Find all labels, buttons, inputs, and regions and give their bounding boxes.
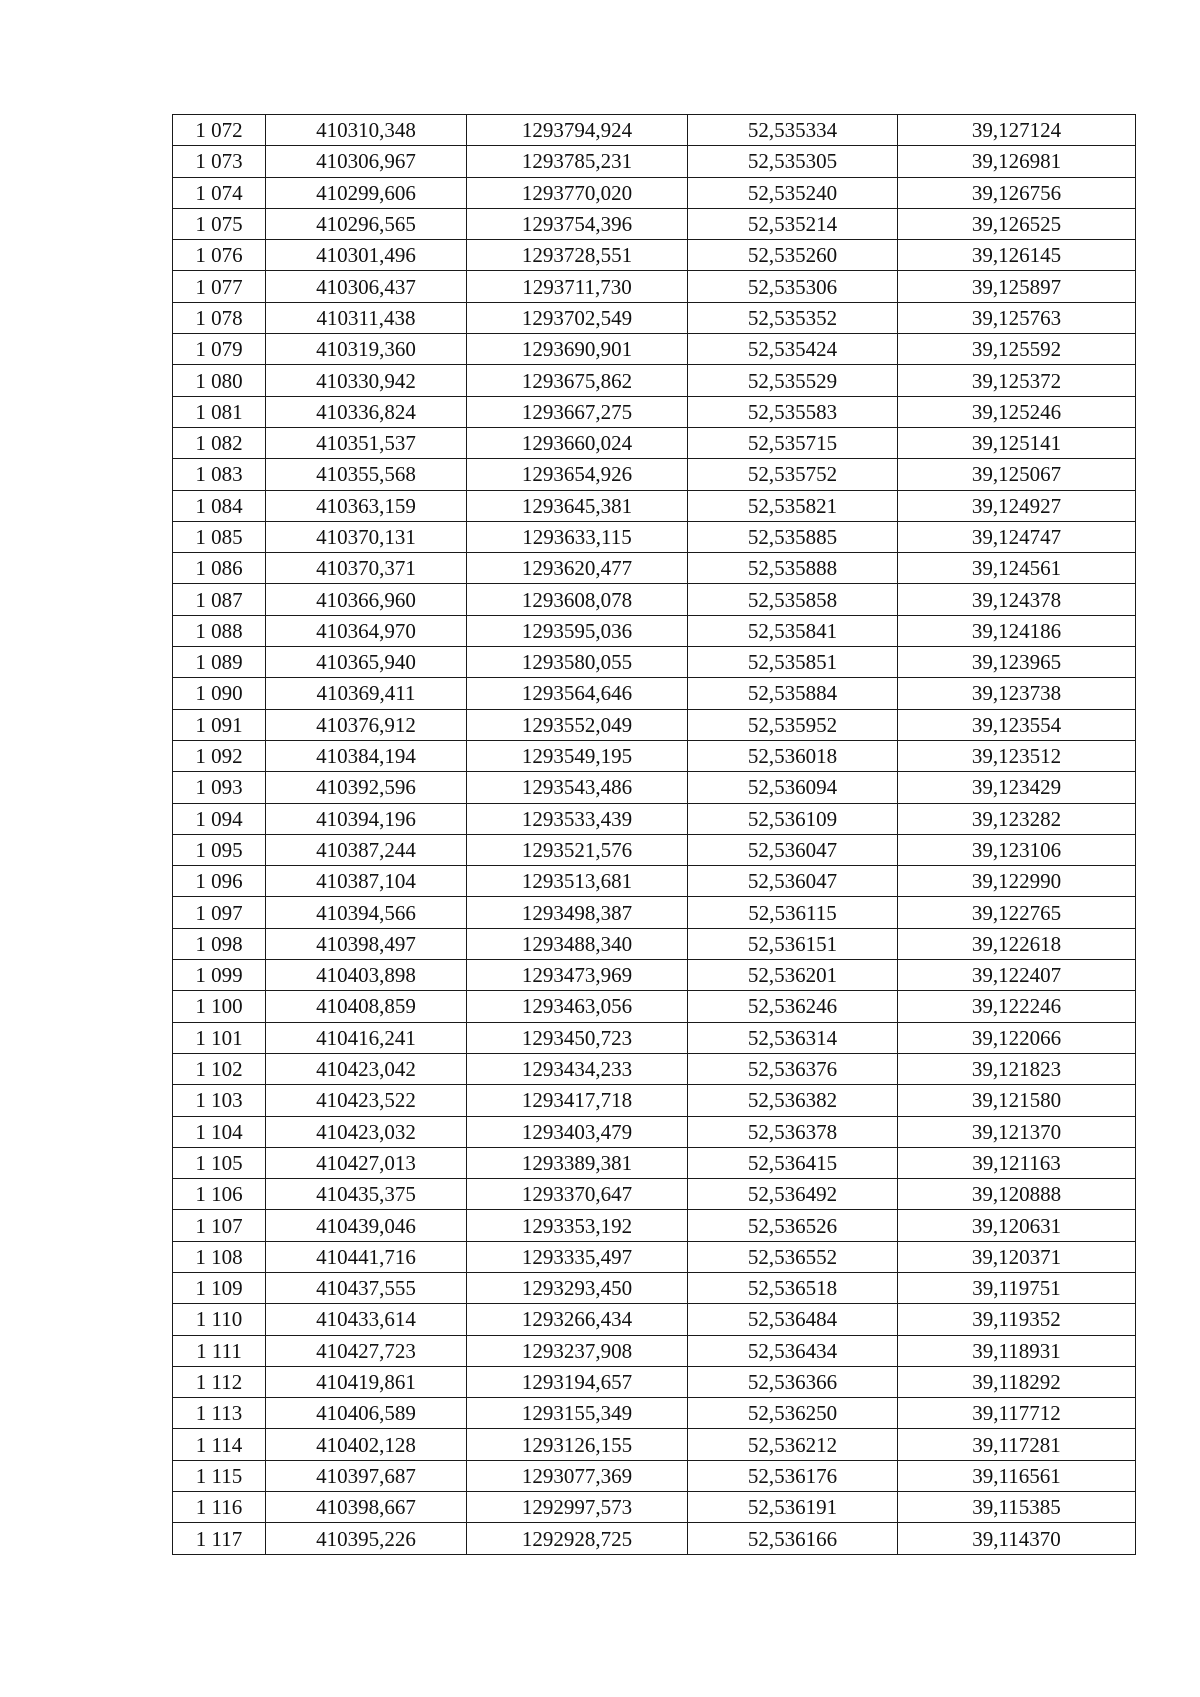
point-number-cell: 1 112 (173, 1366, 266, 1397)
point-number-cell: 1 073 (173, 146, 266, 177)
table-row (173, 960, 1136, 991)
table-row (173, 584, 1136, 615)
y-coordinate-cell: 1293754,396 (467, 208, 688, 239)
y-coordinate-cell: 1293702,549 (467, 302, 688, 333)
table-row (173, 1366, 1136, 1397)
longitude-cell: 39,121580 (898, 1085, 1136, 1116)
point-number-cell: 1 084 (173, 490, 266, 521)
y-coordinate-cell: 1293794,924 (467, 115, 688, 146)
y-coordinate-cell: 1293543,486 (467, 772, 688, 803)
x-coordinate-cell: 410336,824 (266, 396, 467, 427)
x-coordinate-cell: 410363,159 (266, 490, 467, 521)
longitude-cell: 39,124927 (898, 490, 1136, 521)
y-coordinate-cell: 1293521,576 (467, 834, 688, 865)
y-coordinate-cell: 1293077,369 (467, 1460, 688, 1491)
latitude-cell: 52,536366 (688, 1366, 898, 1397)
longitude-cell: 39,121370 (898, 1116, 1136, 1147)
point-number-cell: 1 079 (173, 334, 266, 365)
point-number-cell: 1 097 (173, 897, 266, 928)
point-number-cell: 1 081 (173, 396, 266, 427)
y-coordinate-cell: 1293488,340 (467, 928, 688, 959)
latitude-cell: 52,536115 (688, 897, 898, 928)
longitude-cell: 39,123554 (898, 709, 1136, 740)
table-row (173, 521, 1136, 552)
x-coordinate-cell: 410370,371 (266, 553, 467, 584)
table-row (173, 1429, 1136, 1460)
x-coordinate-cell: 410427,013 (266, 1147, 467, 1178)
latitude-cell: 52,536250 (688, 1398, 898, 1429)
table-row (173, 647, 1136, 678)
point-number-cell: 1 082 (173, 427, 266, 458)
longitude-cell: 39,121163 (898, 1147, 1136, 1178)
latitude-cell: 52,535821 (688, 490, 898, 521)
point-number-cell: 1 108 (173, 1241, 266, 1272)
table-row (173, 709, 1136, 740)
longitude-cell: 39,122246 (898, 991, 1136, 1022)
longitude-cell: 39,125592 (898, 334, 1136, 365)
table-row (173, 1492, 1136, 1523)
y-coordinate-cell: 1293660,024 (467, 427, 688, 458)
longitude-cell: 39,123512 (898, 740, 1136, 771)
y-coordinate-cell: 1293690,901 (467, 334, 688, 365)
table-row (173, 177, 1136, 208)
latitude-cell: 52,535841 (688, 615, 898, 646)
x-coordinate-cell: 410330,942 (266, 365, 467, 396)
y-coordinate-cell: 1293194,657 (467, 1366, 688, 1397)
point-number-cell: 1 105 (173, 1147, 266, 1178)
y-coordinate-cell: 1293370,647 (467, 1179, 688, 1210)
latitude-cell: 52,536526 (688, 1210, 898, 1241)
longitude-cell: 39,123282 (898, 803, 1136, 834)
latitude-cell: 52,535885 (688, 521, 898, 552)
y-coordinate-cell: 1293711,730 (467, 271, 688, 302)
x-coordinate-cell: 410397,687 (266, 1460, 467, 1491)
table-row (173, 115, 1136, 146)
latitude-cell: 52,536109 (688, 803, 898, 834)
point-number-cell: 1 104 (173, 1116, 266, 1147)
table-row (173, 615, 1136, 646)
point-number-cell: 1 094 (173, 803, 266, 834)
point-number-cell: 1 083 (173, 459, 266, 490)
y-coordinate-cell: 1293266,434 (467, 1304, 688, 1335)
y-coordinate-cell: 1293450,723 (467, 1022, 688, 1053)
point-number-cell: 1 099 (173, 960, 266, 991)
table-row (173, 991, 1136, 1022)
point-number-cell: 1 109 (173, 1272, 266, 1303)
longitude-cell: 39,115385 (898, 1492, 1136, 1523)
latitude-cell: 52,536047 (688, 834, 898, 865)
table-row (173, 334, 1136, 365)
table-row (173, 1523, 1136, 1554)
latitude-cell: 52,535884 (688, 678, 898, 709)
table-row (173, 1022, 1136, 1053)
latitude-cell: 52,535858 (688, 584, 898, 615)
x-coordinate-cell: 410311,438 (266, 302, 467, 333)
longitude-cell: 39,122990 (898, 866, 1136, 897)
latitude-cell: 52,536492 (688, 1179, 898, 1210)
point-number-cell: 1 116 (173, 1492, 266, 1523)
coordinates-table (172, 114, 1136, 1555)
point-number-cell: 1 089 (173, 647, 266, 678)
x-coordinate-cell: 410416,241 (266, 1022, 467, 1053)
y-coordinate-cell: 1293580,055 (467, 647, 688, 678)
y-coordinate-cell: 1293155,349 (467, 1398, 688, 1429)
x-coordinate-cell: 410296,565 (266, 208, 467, 239)
y-coordinate-cell: 1293389,381 (467, 1147, 688, 1178)
latitude-cell: 52,536518 (688, 1272, 898, 1303)
table-row (173, 803, 1136, 834)
table-row (173, 866, 1136, 897)
latitude-cell: 52,536484 (688, 1304, 898, 1335)
point-number-cell: 1 110 (173, 1304, 266, 1335)
point-number-cell: 1 098 (173, 928, 266, 959)
latitude-cell: 52,536415 (688, 1147, 898, 1178)
longitude-cell: 39,118931 (898, 1335, 1136, 1366)
x-coordinate-cell: 410423,522 (266, 1085, 467, 1116)
latitude-cell: 52,535305 (688, 146, 898, 177)
x-coordinate-cell: 410310,348 (266, 115, 467, 146)
x-coordinate-cell: 410423,042 (266, 1053, 467, 1084)
x-coordinate-cell: 410437,555 (266, 1272, 467, 1303)
x-coordinate-cell: 410301,496 (266, 240, 467, 271)
longitude-cell: 39,116561 (898, 1460, 1136, 1491)
table-row (173, 740, 1136, 771)
point-number-cell: 1 095 (173, 834, 266, 865)
longitude-cell: 39,125372 (898, 365, 1136, 396)
table-row (173, 1304, 1136, 1335)
latitude-cell: 52,535888 (688, 553, 898, 584)
latitude-cell: 52,536382 (688, 1085, 898, 1116)
point-number-cell: 1 078 (173, 302, 266, 333)
point-number-cell: 1 093 (173, 772, 266, 803)
longitude-cell: 39,124747 (898, 521, 1136, 552)
y-coordinate-cell: 1293564,646 (467, 678, 688, 709)
point-number-cell: 1 100 (173, 991, 266, 1022)
latitude-cell: 52,536176 (688, 1460, 898, 1491)
y-coordinate-cell: 1293237,908 (467, 1335, 688, 1366)
y-coordinate-cell: 1293498,387 (467, 897, 688, 928)
latitude-cell: 52,535352 (688, 302, 898, 333)
longitude-cell: 39,127124 (898, 115, 1136, 146)
latitude-cell: 52,536018 (688, 740, 898, 771)
longitude-cell: 39,125141 (898, 427, 1136, 458)
x-coordinate-cell: 410419,861 (266, 1366, 467, 1397)
latitude-cell: 52,536552 (688, 1241, 898, 1272)
latitude-cell: 52,536094 (688, 772, 898, 803)
point-number-cell: 1 101 (173, 1022, 266, 1053)
longitude-cell: 39,123429 (898, 772, 1136, 803)
x-coordinate-cell: 410398,497 (266, 928, 467, 959)
longitude-cell: 39,125246 (898, 396, 1136, 427)
longitude-cell: 39,125897 (898, 271, 1136, 302)
table-row (173, 459, 1136, 490)
point-number-cell: 1 096 (173, 866, 266, 897)
longitude-cell: 39,122765 (898, 897, 1136, 928)
latitude-cell: 52,535214 (688, 208, 898, 239)
latitude-cell: 52,536314 (688, 1022, 898, 1053)
y-coordinate-cell: 1293513,681 (467, 866, 688, 897)
latitude-cell: 52,535260 (688, 240, 898, 271)
table-row (173, 365, 1136, 396)
y-coordinate-cell: 1293335,497 (467, 1241, 688, 1272)
latitude-cell: 52,535752 (688, 459, 898, 490)
point-number-cell: 1 090 (173, 678, 266, 709)
table-row (173, 396, 1136, 427)
table-row (173, 1210, 1136, 1241)
longitude-cell: 39,123106 (898, 834, 1136, 865)
x-coordinate-cell: 410355,568 (266, 459, 467, 490)
table-row (173, 678, 1136, 709)
point-number-cell: 1 111 (173, 1335, 266, 1366)
longitude-cell: 39,121823 (898, 1053, 1136, 1084)
point-number-cell: 1 088 (173, 615, 266, 646)
table-row (173, 302, 1136, 333)
y-coordinate-cell: 1293552,049 (467, 709, 688, 740)
longitude-cell: 39,120631 (898, 1210, 1136, 1241)
x-coordinate-cell: 410398,667 (266, 1492, 467, 1523)
y-coordinate-cell: 1293293,450 (467, 1272, 688, 1303)
latitude-cell: 52,535851 (688, 647, 898, 678)
x-coordinate-cell: 410366,960 (266, 584, 467, 615)
latitude-cell: 52,536378 (688, 1116, 898, 1147)
table-row (173, 1147, 1136, 1178)
y-coordinate-cell: 1293533,439 (467, 803, 688, 834)
point-number-cell: 1 103 (173, 1085, 266, 1116)
y-coordinate-cell: 1293463,056 (467, 991, 688, 1022)
table-row (173, 928, 1136, 959)
longitude-cell: 39,124561 (898, 553, 1136, 584)
longitude-cell: 39,117712 (898, 1398, 1136, 1429)
y-coordinate-cell: 1292928,725 (467, 1523, 688, 1554)
y-coordinate-cell: 1293633,115 (467, 521, 688, 552)
table-row (173, 553, 1136, 584)
longitude-cell: 39,119751 (898, 1272, 1136, 1303)
table-row (173, 1241, 1136, 1272)
table-row (173, 490, 1136, 521)
longitude-cell: 39,125763 (898, 302, 1136, 333)
x-coordinate-cell: 410403,898 (266, 960, 467, 991)
y-coordinate-cell: 1293403,479 (467, 1116, 688, 1147)
table-row (173, 240, 1136, 271)
coordinates-table-body (173, 115, 1136, 1555)
latitude-cell: 52,535424 (688, 334, 898, 365)
point-number-cell: 1 115 (173, 1460, 266, 1491)
latitude-cell: 52,536047 (688, 866, 898, 897)
y-coordinate-cell: 1293549,195 (467, 740, 688, 771)
latitude-cell: 52,536201 (688, 960, 898, 991)
longitude-cell: 39,114370 (898, 1523, 1136, 1554)
y-coordinate-cell: 1293608,078 (467, 584, 688, 615)
table-row (173, 146, 1136, 177)
longitude-cell: 39,117281 (898, 1429, 1136, 1460)
table-row (173, 271, 1136, 302)
point-number-cell: 1 106 (173, 1179, 266, 1210)
x-coordinate-cell: 410427,723 (266, 1335, 467, 1366)
point-number-cell: 1 075 (173, 208, 266, 239)
longitude-cell: 39,119352 (898, 1304, 1136, 1335)
x-coordinate-cell: 410351,537 (266, 427, 467, 458)
x-coordinate-cell: 410392,596 (266, 772, 467, 803)
x-coordinate-cell: 410423,032 (266, 1116, 467, 1147)
longitude-cell: 39,126525 (898, 208, 1136, 239)
y-coordinate-cell: 1293595,036 (467, 615, 688, 646)
x-coordinate-cell: 410370,131 (266, 521, 467, 552)
point-number-cell: 1 102 (173, 1053, 266, 1084)
latitude-cell: 52,535952 (688, 709, 898, 740)
point-number-cell: 1 085 (173, 521, 266, 552)
longitude-cell: 39,123738 (898, 678, 1136, 709)
longitude-cell: 39,122407 (898, 960, 1136, 991)
y-coordinate-cell: 1293654,926 (467, 459, 688, 490)
table-row (173, 1085, 1136, 1116)
table-row (173, 897, 1136, 928)
x-coordinate-cell: 410306,437 (266, 271, 467, 302)
table-row (173, 1116, 1136, 1147)
x-coordinate-cell: 410394,196 (266, 803, 467, 834)
point-number-cell: 1 074 (173, 177, 266, 208)
latitude-cell: 52,536151 (688, 928, 898, 959)
longitude-cell: 39,122066 (898, 1022, 1136, 1053)
latitude-cell: 52,536434 (688, 1335, 898, 1366)
longitude-cell: 39,122618 (898, 928, 1136, 959)
x-coordinate-cell: 410394,566 (266, 897, 467, 928)
point-number-cell: 1 077 (173, 271, 266, 302)
x-coordinate-cell: 410441,716 (266, 1241, 467, 1272)
point-number-cell: 1 092 (173, 740, 266, 771)
latitude-cell: 52,536212 (688, 1429, 898, 1460)
longitude-cell: 39,126981 (898, 146, 1136, 177)
latitude-cell: 52,535306 (688, 271, 898, 302)
latitude-cell: 52,535240 (688, 177, 898, 208)
point-number-cell: 1 091 (173, 709, 266, 740)
y-coordinate-cell: 1293770,020 (467, 177, 688, 208)
y-coordinate-cell: 1293473,969 (467, 960, 688, 991)
x-coordinate-cell: 410406,589 (266, 1398, 467, 1429)
latitude-cell: 52,535583 (688, 396, 898, 427)
x-coordinate-cell: 410299,606 (266, 177, 467, 208)
x-coordinate-cell: 410319,360 (266, 334, 467, 365)
longitude-cell: 39,120888 (898, 1179, 1136, 1210)
x-coordinate-cell: 410395,226 (266, 1523, 467, 1554)
latitude-cell: 52,536166 (688, 1523, 898, 1554)
table-row (173, 1272, 1136, 1303)
point-number-cell: 1 072 (173, 115, 266, 146)
y-coordinate-cell: 1293353,192 (467, 1210, 688, 1241)
longitude-cell: 39,125067 (898, 459, 1136, 490)
x-coordinate-cell: 410402,128 (266, 1429, 467, 1460)
x-coordinate-cell: 410387,104 (266, 866, 467, 897)
table-row (173, 772, 1136, 803)
latitude-cell: 52,536376 (688, 1053, 898, 1084)
point-number-cell: 1 113 (173, 1398, 266, 1429)
table-row (173, 1053, 1136, 1084)
longitude-cell: 39,118292 (898, 1366, 1136, 1397)
y-coordinate-cell: 1293728,551 (467, 240, 688, 271)
table-row (173, 834, 1136, 865)
x-coordinate-cell: 410369,411 (266, 678, 467, 709)
point-number-cell: 1 080 (173, 365, 266, 396)
y-coordinate-cell: 1293417,718 (467, 1085, 688, 1116)
y-coordinate-cell: 1293785,231 (467, 146, 688, 177)
y-coordinate-cell: 1293675,862 (467, 365, 688, 396)
y-coordinate-cell: 1293620,477 (467, 553, 688, 584)
longitude-cell: 39,124186 (898, 615, 1136, 646)
table-row (173, 1335, 1136, 1366)
x-coordinate-cell: 410365,940 (266, 647, 467, 678)
point-number-cell: 1 076 (173, 240, 266, 271)
x-coordinate-cell: 410387,244 (266, 834, 467, 865)
longitude-cell: 39,124378 (898, 584, 1136, 615)
latitude-cell: 52,535334 (688, 115, 898, 146)
y-coordinate-cell: 1292997,573 (467, 1492, 688, 1523)
longitude-cell: 39,126756 (898, 177, 1136, 208)
longitude-cell: 39,120371 (898, 1241, 1136, 1272)
point-number-cell: 1 117 (173, 1523, 266, 1554)
point-number-cell: 1 087 (173, 584, 266, 615)
latitude-cell: 52,535715 (688, 427, 898, 458)
x-coordinate-cell: 410435,375 (266, 1179, 467, 1210)
table-row (173, 1460, 1136, 1491)
x-coordinate-cell: 410376,912 (266, 709, 467, 740)
x-coordinate-cell: 410433,614 (266, 1304, 467, 1335)
x-coordinate-cell: 410384,194 (266, 740, 467, 771)
table-row (173, 1179, 1136, 1210)
longitude-cell: 39,123965 (898, 647, 1136, 678)
point-number-cell: 1 114 (173, 1429, 266, 1460)
table-row (173, 208, 1136, 239)
table-row (173, 427, 1136, 458)
y-coordinate-cell: 1293434,233 (467, 1053, 688, 1084)
x-coordinate-cell: 410439,046 (266, 1210, 467, 1241)
x-coordinate-cell: 410408,859 (266, 991, 467, 1022)
x-coordinate-cell: 410306,967 (266, 146, 467, 177)
point-number-cell: 1 086 (173, 553, 266, 584)
latitude-cell: 52,535529 (688, 365, 898, 396)
latitude-cell: 52,536246 (688, 991, 898, 1022)
y-coordinate-cell: 1293667,275 (467, 396, 688, 427)
latitude-cell: 52,536191 (688, 1492, 898, 1523)
y-coordinate-cell: 1293126,155 (467, 1429, 688, 1460)
point-number-cell: 1 107 (173, 1210, 266, 1241)
table-row (173, 1398, 1136, 1429)
y-coordinate-cell: 1293645,381 (467, 490, 688, 521)
x-coordinate-cell: 410364,970 (266, 615, 467, 646)
longitude-cell: 39,126145 (898, 240, 1136, 271)
